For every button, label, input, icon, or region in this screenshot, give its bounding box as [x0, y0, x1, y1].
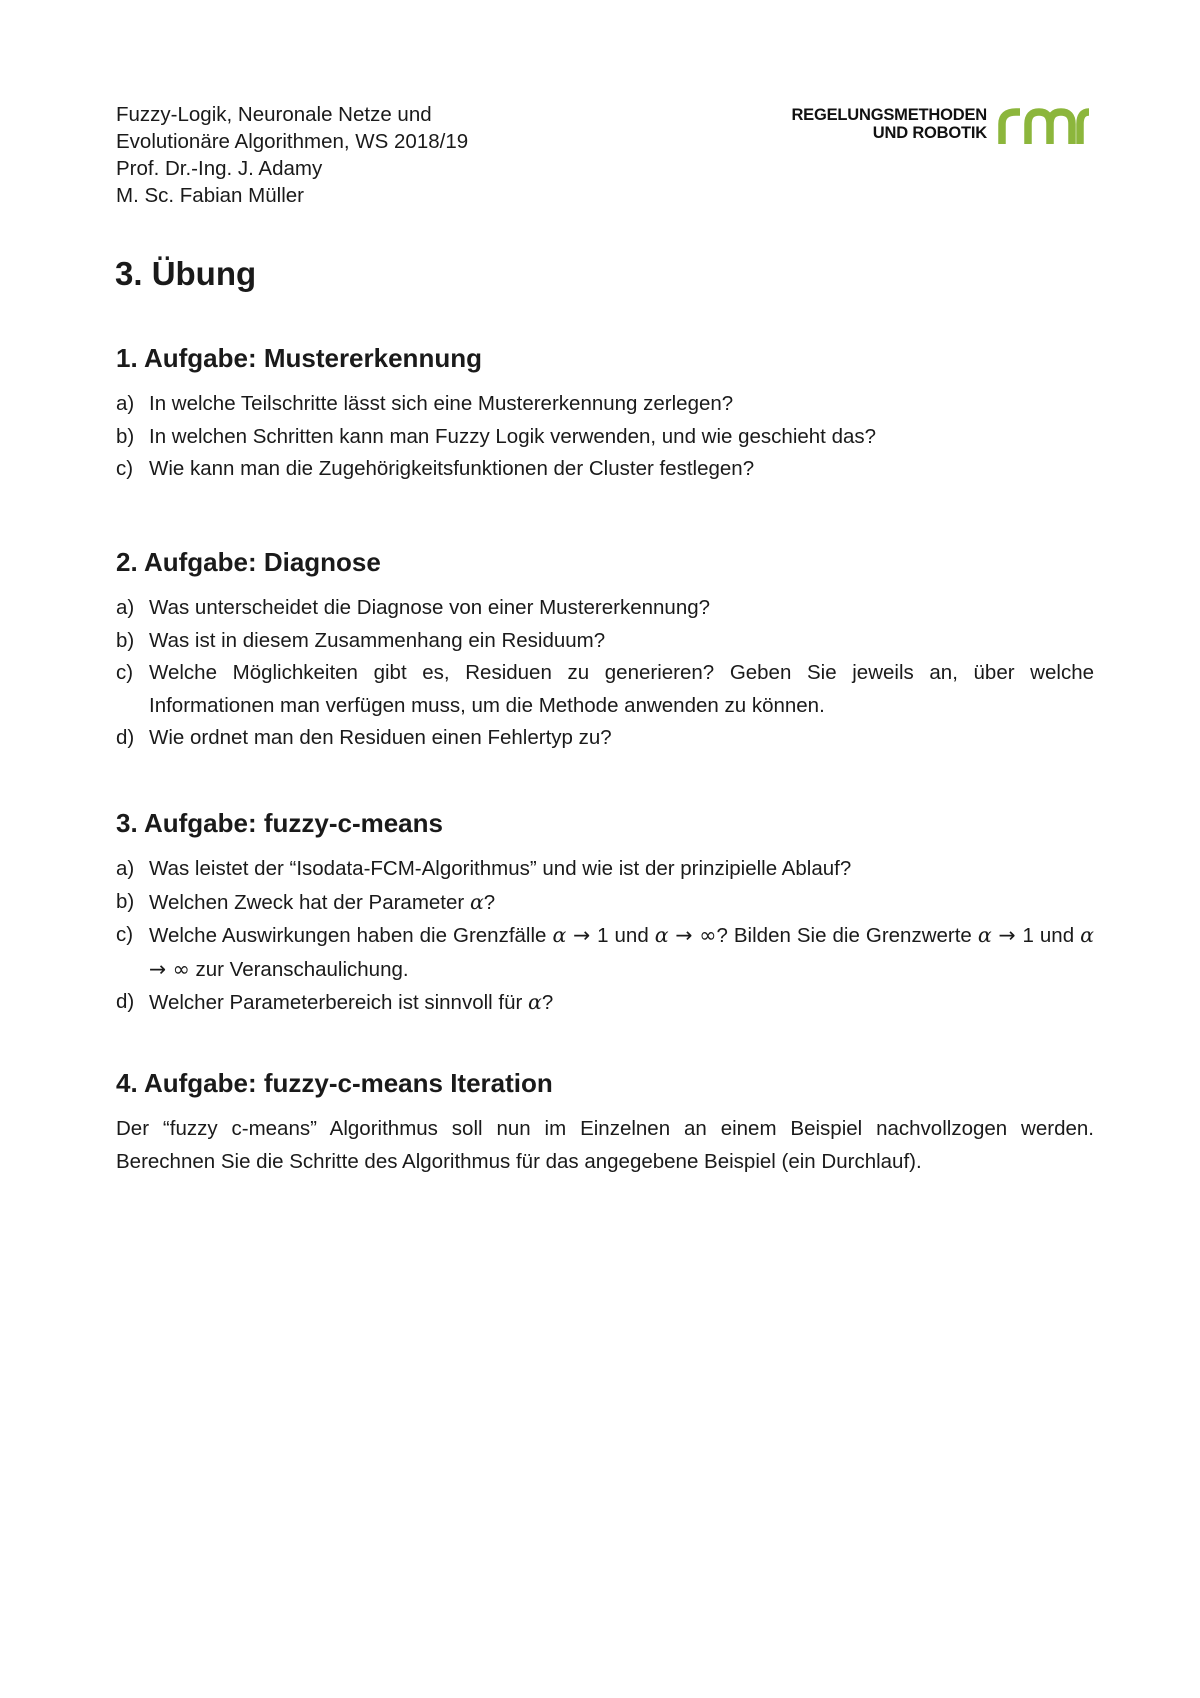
- question-3b: [116, 886, 1094, 920]
- task-1-title: 1. Aufgabe: Mustererkennung: [116, 343, 482, 373]
- task-4: [116, 1067, 1094, 1178]
- question-marker: a): [116, 596, 135, 619]
- question-text: Was leistet der “Isodata-FCM-Algorithmus” und wie ist der prinzipielle Ablauf?: [149, 857, 852, 880]
- question-text: Was ist in diesem Zusammenhang ein Residuum?: [149, 628, 606, 652]
- question-marker: b): [116, 889, 135, 913]
- question-3a: [116, 853, 1094, 886]
- alpha-symbol: α: [528, 990, 542, 1014]
- question-1c: [116, 453, 1094, 486]
- assistant-name: M. Sc. Fabian Müller: [116, 184, 304, 207]
- question-marker: a): [116, 392, 135, 415]
- question-marker: c): [116, 457, 134, 480]
- question-text: Wie ordnet man den Residuen einen Fehlertyp zu?: [149, 726, 612, 749]
- question-3d: [116, 986, 1094, 1020]
- question-marker: d): [116, 990, 135, 1013]
- logo-text-line-1: REGELUNGSMETHODEN: [791, 106, 987, 124]
- question-1a: [116, 388, 1094, 421]
- logo-text-line-2: UND ROBOTIK: [872, 124, 987, 142]
- question-marker: c): [116, 923, 134, 946]
- question-2a: [116, 592, 1094, 625]
- question-text: Welche Möglichkeiten gibt es, Residuen zu generieren? Geben Sie jeweils an, über welche Informationen man verfügen muss, um die Methode anwenden zu können.: [149, 661, 1094, 717]
- question-marker: b): [116, 424, 135, 448]
- task-2-questions: [116, 592, 1094, 755]
- question-3c: [116, 919, 1094, 986]
- course-title-line-1: Fuzzy-Logik, Neuronale Netze und: [116, 103, 432, 126]
- question-marker: b): [116, 628, 135, 652]
- page-title: 3. Übung: [115, 255, 257, 292]
- question-text: In welchen Schritten kann man Fuzzy Logik verwenden, und wie geschieht das?: [149, 424, 877, 448]
- task-3-questions: [116, 853, 1094, 1020]
- task-4-paragraph: Der “fuzzy c-means” Algorithmus soll nun im Einzelnen an einem Beispiel nachvollzogen werden. Berechnen Sie die Schritte des Algorithmus für das angegebene Beispiel (ein Durchlauf).: [116, 1117, 1094, 1173]
- question-text: In welche Teilschritte lässt sich eine Mustererkennung zerlegen?: [149, 392, 734, 415]
- question-1b: [116, 421, 1094, 454]
- task-2: [116, 546, 1094, 755]
- course-title-line-2: Evolutionäre Algorithmen, WS 2018/19: [116, 130, 469, 153]
- rmr-logo: [762, 106, 1092, 152]
- task-3-title: 3. Aufgabe: fuzzy-c-means: [116, 808, 443, 838]
- task-4-title: 4. Aufgabe: fuzzy-c-means Iteration: [116, 1068, 553, 1098]
- question-text: Welcher Parameterbereich ist sinnvoll für α?: [149, 990, 554, 1014]
- task-3: [116, 807, 1094, 1020]
- alpha-symbol: α: [469, 889, 484, 914]
- question-marker: a): [116, 857, 135, 880]
- question-2d: [116, 722, 1094, 755]
- question-text: Welchen Zweck hat der Parameter α?: [149, 889, 496, 914]
- task-1-questions: [116, 388, 1094, 486]
- question-marker: d): [116, 726, 135, 749]
- question-text: Welche Auswirkungen haben die Grenzfälle α → 1 und α → ∞? Bilden Sie die Grenzwerte α → 1 und α → ∞ zur Veranschaulichung.: [149, 923, 1094, 981]
- course-header: [116, 101, 468, 209]
- question-2b: [116, 625, 1094, 658]
- logo-text: [791, 106, 987, 142]
- question-text: Was unterscheidet die Diagnose von einer Mustererkennung?: [149, 596, 711, 619]
- question-text: Wie kann man die Zugehörigkeitsfunktionen der Cluster festlegen?: [149, 457, 755, 480]
- rmr-logo-icon: [996, 106, 1092, 146]
- question-marker: c): [116, 661, 134, 684]
- question-2c: [116, 657, 1094, 722]
- task-1: [116, 342, 1094, 486]
- task-2-title: 2. Aufgabe: Diagnose: [116, 547, 381, 577]
- professor-name: Prof. Dr.-Ing. J. Adamy: [116, 157, 323, 180]
